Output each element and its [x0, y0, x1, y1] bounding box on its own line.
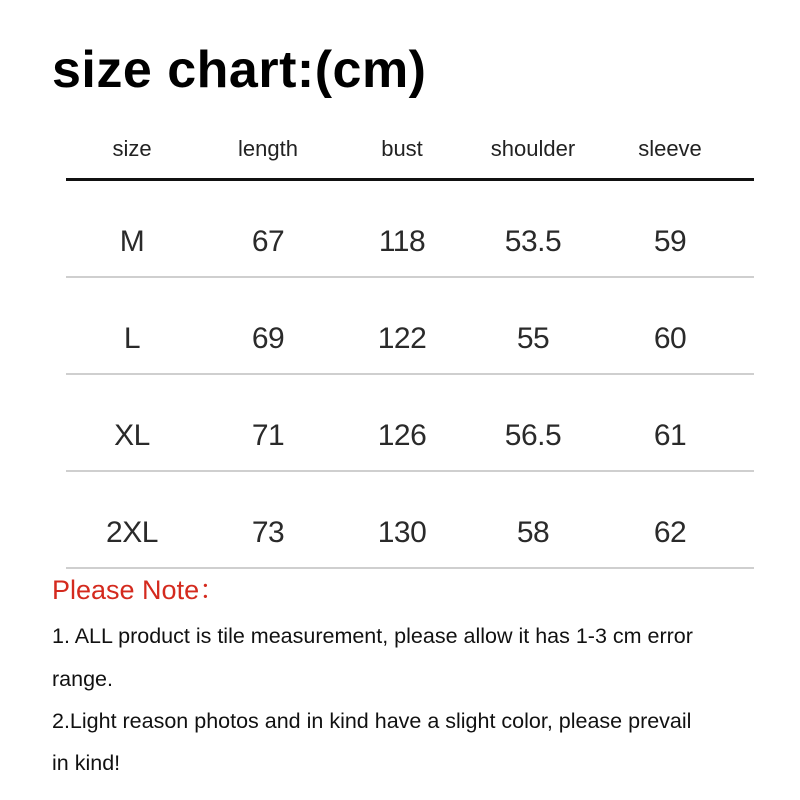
note-line: range.	[52, 667, 113, 691]
cell-bust: 122	[377, 322, 427, 355]
cell-bust: 130	[377, 516, 427, 549]
cell-shoulder: 53.5	[504, 225, 562, 258]
cell-size: XL	[114, 419, 150, 452]
cell-sleeve: 61	[653, 419, 687, 452]
table-row	[66, 375, 754, 472]
cell-size: 2XL	[106, 516, 158, 549]
cell-sleeve: 60	[653, 322, 687, 355]
page-title: size chart:(cm)	[52, 41, 427, 99]
table-row	[66, 472, 754, 569]
cell-sleeve: 59	[653, 225, 687, 258]
cell-length: 69	[251, 322, 285, 355]
header-bust: bust	[381, 136, 423, 161]
cell-size: M	[119, 225, 145, 258]
cell-shoulder: 55	[516, 322, 550, 355]
header-length: length	[238, 136, 298, 161]
cell-sleeve: 62	[653, 516, 687, 549]
cell-bust: 126	[377, 419, 427, 452]
cell-length: 67	[251, 225, 285, 258]
cell-bust: 118	[378, 225, 426, 258]
note-line: 2.Light reason photos and in kind have a slight color, please prevail	[52, 709, 692, 733]
note-line: 1. ALL product is tile measurement, please allow it has 1-3 cm error	[52, 624, 693, 648]
note-line: in kind!	[52, 751, 121, 775]
cell-shoulder: 58	[516, 516, 550, 549]
header-size: size	[112, 136, 152, 161]
table-row	[66, 181, 754, 278]
note-heading: Please Note：	[52, 575, 227, 605]
header-sleeve: sleeve	[638, 136, 702, 161]
cell-size: L	[123, 322, 141, 355]
cell-length: 73	[251, 516, 285, 549]
cell-length: 71	[251, 419, 285, 452]
cell-shoulder: 56.5	[504, 419, 562, 452]
header-shoulder: shoulder	[490, 136, 576, 161]
table-header-row	[66, 128, 754, 181]
size-table	[66, 128, 754, 569]
table-row	[66, 278, 754, 375]
